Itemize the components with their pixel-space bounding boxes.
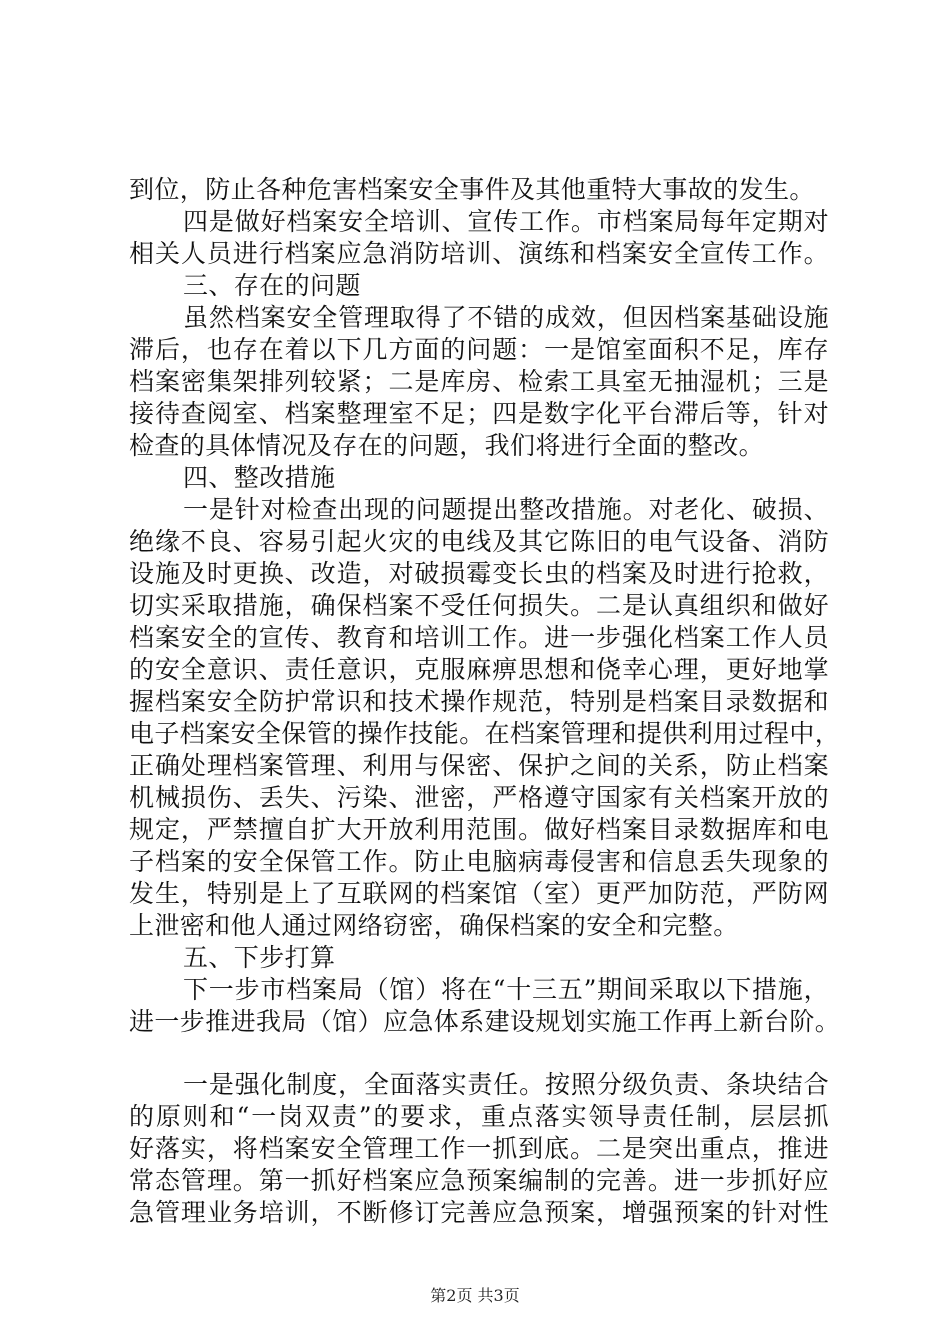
text-line: 好落实，将档案安全管理工作一抓到底。二是突出重点，推进	[129, 1134, 829, 1163]
text-line: 滞后，也存在着以下几方面的问题：一是馆室面积不足，库存	[129, 335, 829, 364]
text-line: 电子档案安全保管的操作技能。在档案管理和提供利用过程中，	[129, 719, 841, 748]
text-line: 规定，严禁擅自扩大开放利用范围。做好档案目录数据库和电	[129, 815, 829, 844]
text-line: 接待查阅室、档案整理室不足；四是数字化平台滞后等，针对	[129, 399, 829, 428]
document-body	[129, 174, 841, 1229]
text-line: 急管理业务培训，不断修订完善应急预案，增强预案的针对性	[129, 1198, 829, 1227]
text-line: 常态管理。第一抓好档案应急预案编制的完善。进一步抓好应	[129, 1166, 829, 1195]
text-line: 进一步推进我局（馆）应急体系建设规划实施工作再上新台阶。	[129, 1007, 841, 1036]
page-number: 第2页 共3页	[430, 1286, 520, 1305]
text-line: 到位，防止各种危害档案安全事件及其他重特大事故的发生。	[129, 175, 815, 204]
text-line: 发生，特别是上了互联网的档案馆（室）更严加防范，严防网	[129, 879, 829, 908]
text-line: 正确处理档案管理、利用与保密、保护之间的关系，防止档案	[129, 751, 829, 780]
text-line: 切实采取措施，确保档案不受任何损失。二是认真组织和做好	[129, 591, 829, 620]
text-line: 一是强化制度，全面落实责任。按照分级负责、条块结合	[183, 1070, 829, 1099]
text-line: 上泄密和他人通过网络窃密，确保档案的安全和完整。	[129, 911, 739, 940]
text-line: 设施及时更换、改造，对破损霉变长虫的档案及时进行抢救，	[129, 559, 829, 588]
text-line: 下一步市档案局（馆）将在“十三五”期间采取以下措施，	[183, 975, 829, 1004]
text-line: 的安全意识、责任意识，克服麻痹思想和侥幸心理，更好地掌	[129, 655, 829, 684]
text-line: 的原则和“一岗双责”的要求，重点落实领导责任制，层层抓	[129, 1102, 829, 1131]
section-heading: 四、整改措施	[183, 463, 336, 492]
paragraph-gap	[129, 1038, 829, 1069]
text-line: 子档案的安全保管工作。防止电脑病毒侵害和信息丢失现象的	[129, 847, 829, 876]
section-heading: 三、存在的问题	[183, 271, 361, 300]
text-line: 相关人员进行档案应急消防培训、演练和档案安全宣传工作。	[129, 239, 829, 268]
text-line: 档案密集架排列较紧；二是库房、检索工具室无抽湿机；三是	[129, 367, 829, 396]
text-line: 一是针对检查出现的问题提出整改措施。对老化、破损、	[183, 495, 829, 524]
text-line: 虽然档案安全管理取得了不错的成效，但因档案基础设施	[183, 303, 829, 332]
text-line: 档案安全的宣传、教育和培训工作。进一步强化档案工作人员	[129, 623, 829, 652]
text-line: 绝缘不良、容易引起火灾的电线及其它陈旧的电气设备、消防	[129, 527, 829, 556]
text-line: 四是做好档案安全培训、宣传工作。市档案局每年定期对	[183, 207, 829, 236]
section-heading: 五、下步打算	[183, 943, 336, 972]
text-line: 检查的具体情况及存在的问题，我们将进行全面的整改。	[129, 431, 765, 460]
text-line: 握档案安全防护常识和技术操作规范，特别是档案目录数据和	[129, 687, 829, 716]
text-line: 机械损伤、丢失、污染、泄密，严格遵守国家有关档案开放的	[129, 783, 829, 812]
